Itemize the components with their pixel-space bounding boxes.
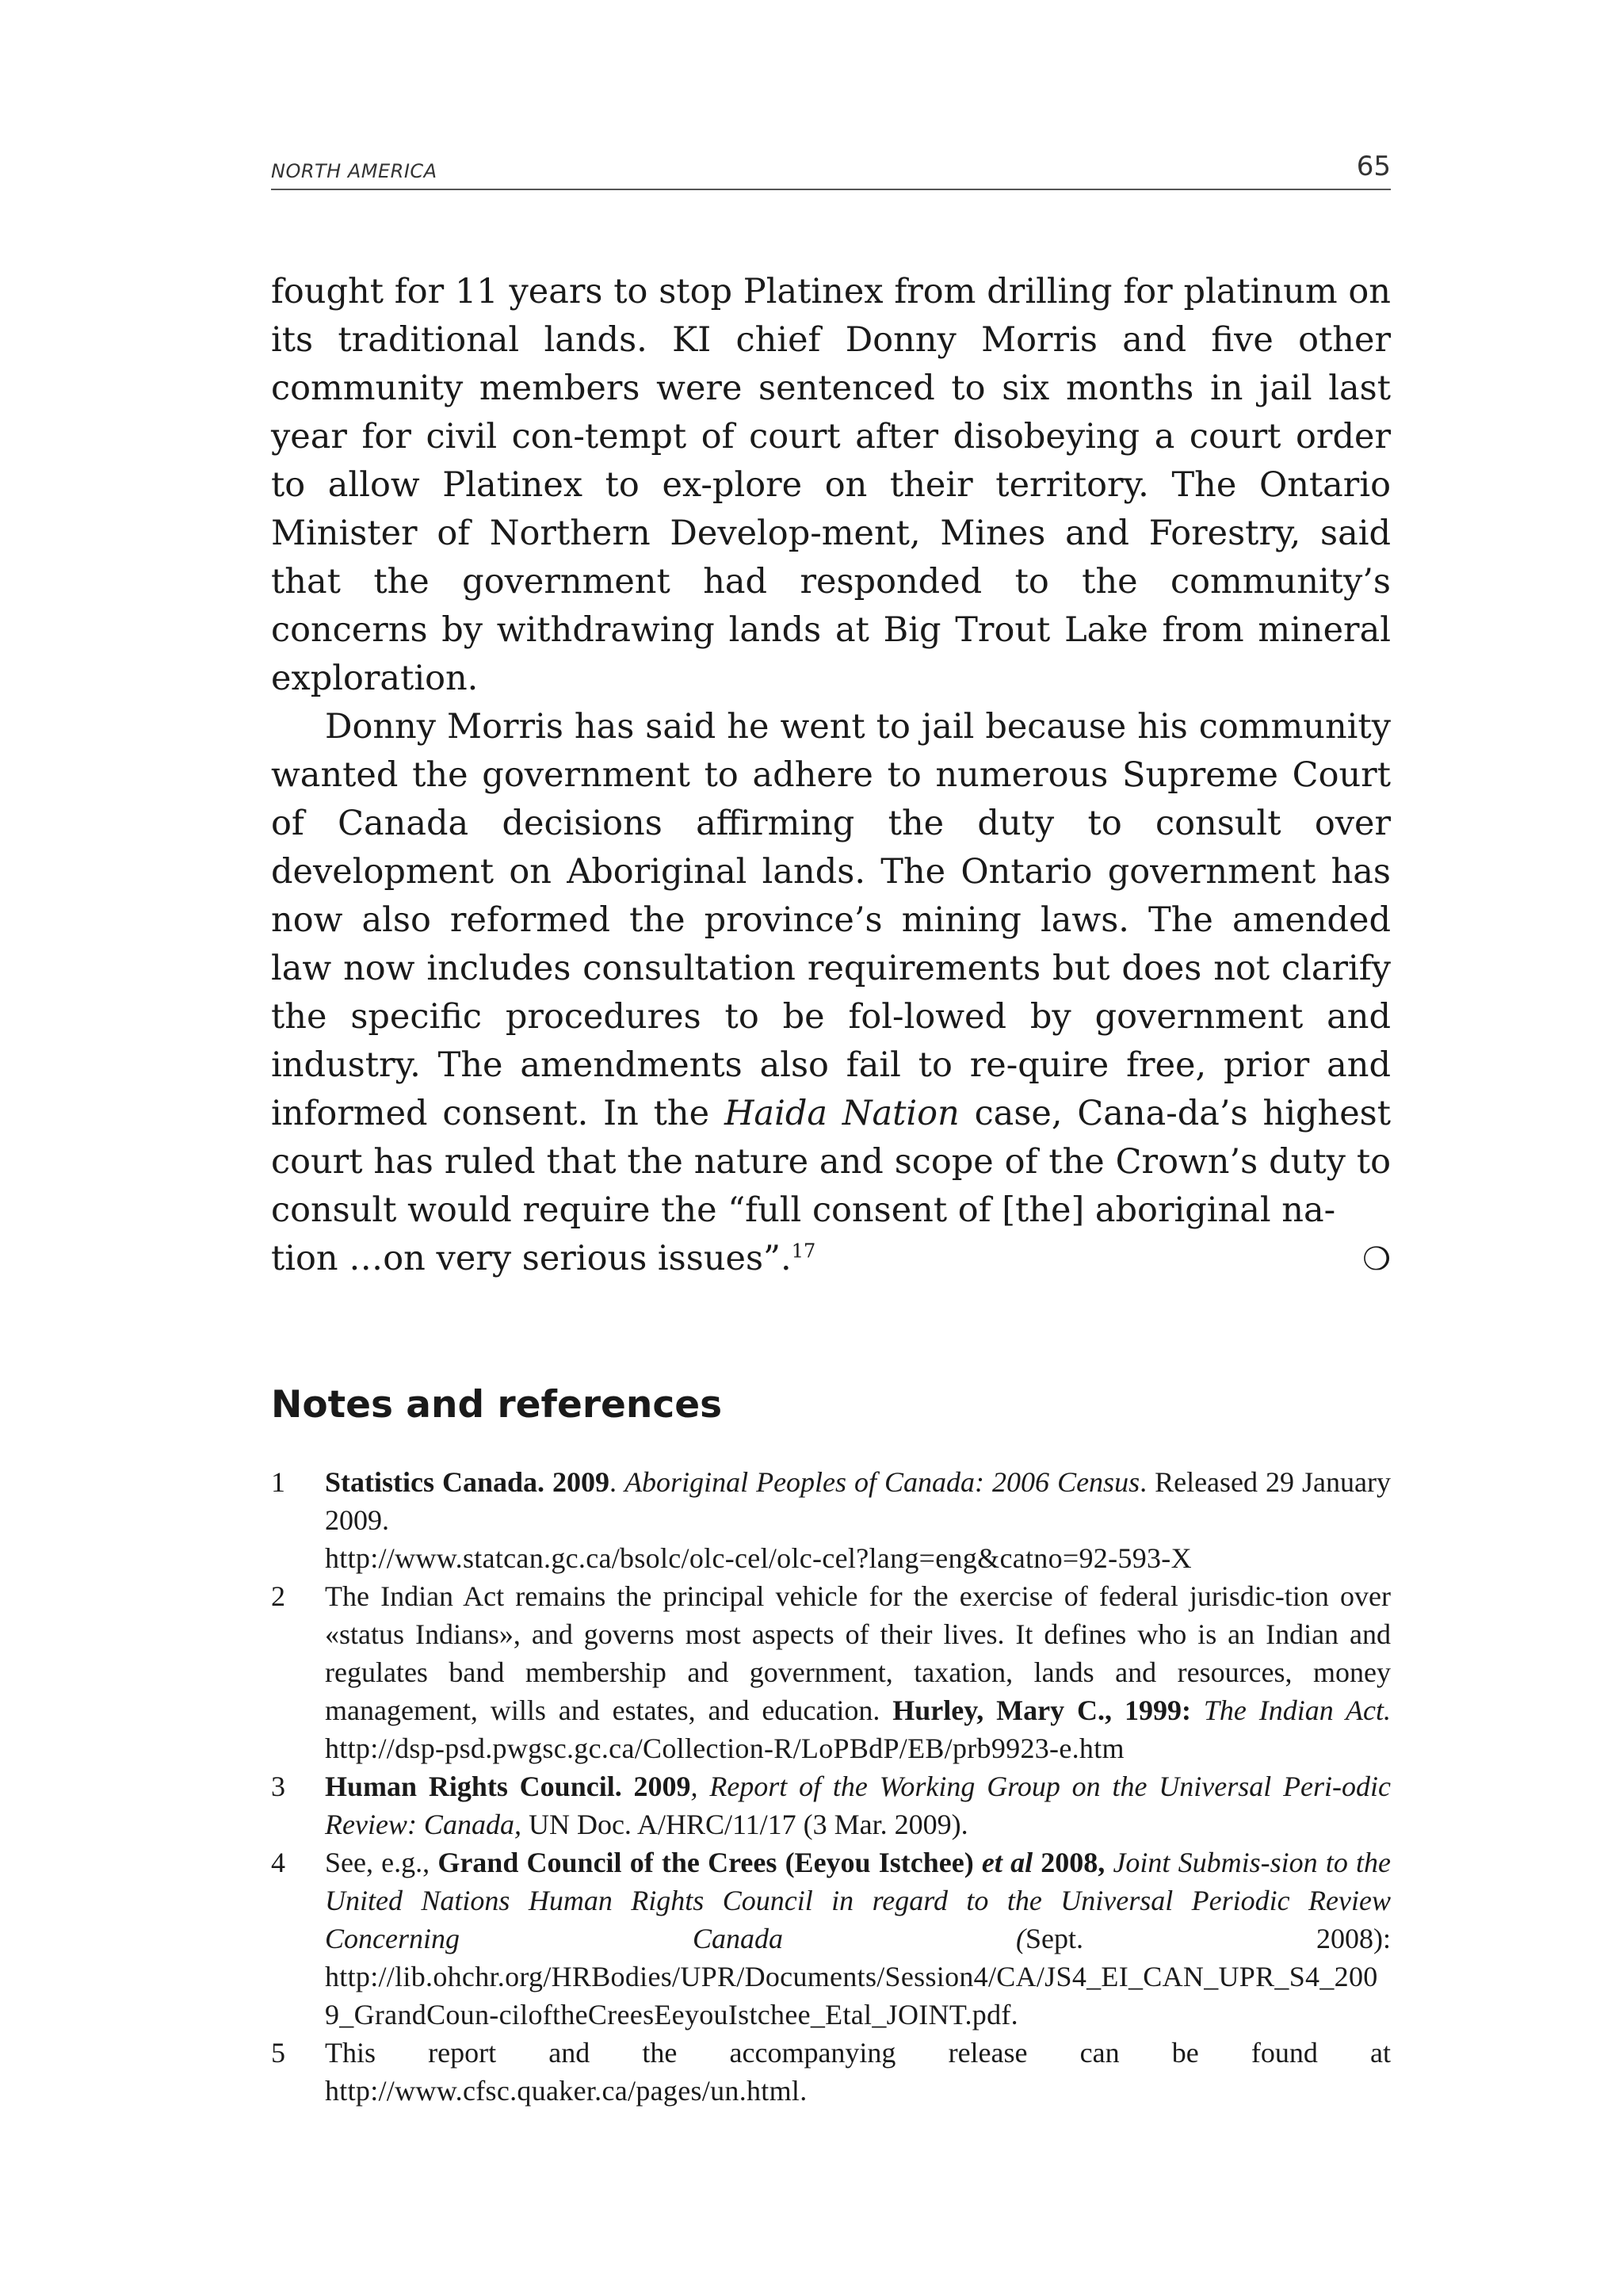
note-year: 2008, — [1033, 1847, 1106, 1878]
note-text — [325, 1843, 1391, 2034]
note-url[interactable]: http://lib.ohchr.org/HRBodies/UPR/Documents/Session4/CA/JS4_EI_CAN_UPR_S4_2009_GrandCoun-ciloftheCreesEeyouIstchee_Etal_JOINT.pdf. — [325, 1961, 1378, 2030]
note-detail: . Released 29 January 2009. — [325, 1466, 1391, 1536]
paragraph-text: Donny Morris has said he went to jail because his community wanted the government to adhere to numerous Supreme Court of Canada decisions affirming the duty to consult over development on Aboriginal lands. The Ontario government has now also reformed the province’s mining laws. The amended law now includes consultation requirements but does not clarify the specific procedures to be fol-lowed by government and industry. The amendments also fail to re-quire free, prior and informed consent. In the — [271, 707, 1391, 1133]
note-item — [271, 1767, 1391, 1843]
note-title: Aboriginal Peoples of Canada: 2006 Census — [624, 1466, 1140, 1498]
note-title: Report of the Working Group on the Universal Peri-odic Review: Canada, — [325, 1771, 1392, 1840]
note-number: 3 — [271, 1771, 285, 1802]
note-detail: UN Doc. A/HRC/11/17 (3 Mar. 2009). — [521, 1809, 968, 1840]
footnote-ref: 17 — [791, 1240, 816, 1263]
page-number: 65 — [1356, 151, 1391, 182]
note-text — [325, 1577, 1391, 1767]
note-text — [325, 2034, 1391, 2110]
note-author: Hurley, Mary C., 1999: — [892, 1694, 1191, 1726]
note-number: 4 — [271, 1847, 285, 1878]
note-number: 2 — [271, 1580, 285, 1612]
note-sep: , — [690, 1771, 710, 1802]
note-title: Joint Submis-sion to the United Nations Human Rights Council in regard to the Universal Periodic Review Concerning Canada ( — [325, 1847, 1391, 1954]
note-title: The Indian Act. — [1203, 1694, 1392, 1726]
note-number: 5 — [271, 2037, 285, 2069]
note-item — [271, 1577, 1391, 1767]
paragraph-text: fought for 11 years to stop Platinex from drilling for platinum on its traditional lands. KI chief Donny Morris and five other community members were sentenced to six months in jail last year for civil con-tempt of court after disobeying a court order to allow Platinex to ex-plore on their territory. The Ontario Minister of Northern Develop-ment, Mines and Forestry, said that the government had responded to the community’s concerns by withdrawing lands at Big Trout Lake from mineral exploration. — [271, 272, 1391, 698]
note-number: 1 — [271, 1466, 285, 1498]
note-item — [271, 1843, 1391, 2034]
note-url[interactable]: http://www.statcan.gc.ca/bsolc/olc-cel/olc-cel?lang=eng&catno=92-593-X — [325, 1542, 1192, 1574]
end-of-article-icon: ❍ — [1362, 1241, 1391, 1278]
paragraph-text-end — [271, 1235, 815, 1283]
paragraph-text: tion …on very serious issues”. — [271, 1239, 792, 1278]
note-text — [325, 1767, 1391, 1843]
notes-heading: Notes and references — [271, 1383, 723, 1427]
notes-list — [271, 1463, 1391, 2110]
note-body: This report and the accompanying release can be found at — [325, 2037, 1391, 2069]
case-name: Haida Nation — [724, 1094, 960, 1133]
note-body: The Indian Act remains the principal vehicle for the exercise of federal jurisdic-tion over «status Indians», and governs most aspects of their lives. It defines who is an Indian and regulates band membership and government, taxation, lands and resources, money management, wills and estates, and education. — [325, 1580, 1391, 1726]
page — [271, 151, 1391, 2110]
note-item — [271, 1463, 1391, 1577]
note-author: Statistics Canada. 2009 — [325, 1466, 610, 1498]
note-author: Grand Council of the Crees (Eeyou Istchee) — [437, 1847, 982, 1878]
note-prefix: See, e.g., — [325, 1847, 438, 1878]
paragraph-text: case, Cana-da’s highest court has ruled that the nature and scope of the Crown’s duty to consult would require the “full consent of [the] aboriginal na- — [271, 1094, 1391, 1230]
running-header — [271, 151, 1391, 190]
note-etal: et al — [981, 1847, 1033, 1878]
note-text — [325, 1463, 1391, 1577]
paragraph — [271, 703, 1391, 1235]
paragraph — [271, 268, 1391, 703]
note-item — [271, 2034, 1391, 2110]
paragraph-end-line — [271, 1235, 1391, 1284]
note-sep: . — [609, 1466, 625, 1498]
section-title: NORTH AMERICA — [271, 160, 437, 182]
note-detail: Sept. 2008): — [1025, 1923, 1391, 1954]
note-url[interactable]: http://www.cfsc.quaker.ca/pages/un.html. — [325, 2075, 808, 2107]
note-url[interactable]: http://dsp-psd.pwgsc.gc.ca/Collection-R/LoPBdP/EB/prb9923-e.htm — [325, 1733, 1125, 1764]
body-text — [271, 268, 1391, 1284]
note-author: Human Rights Council. 2009 — [325, 1771, 691, 1802]
